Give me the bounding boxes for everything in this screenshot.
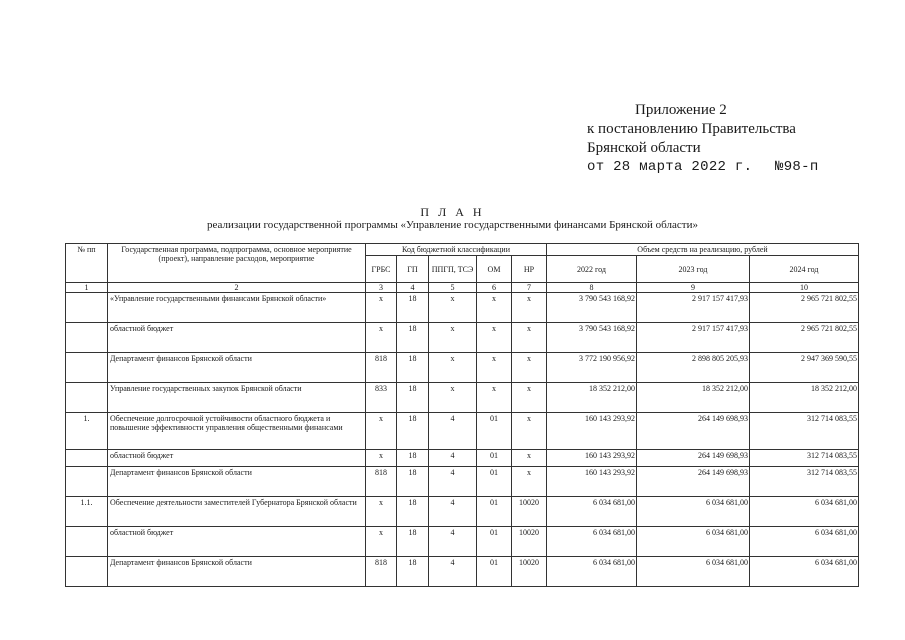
column-number: 10 — [750, 283, 859, 293]
cell-ppgp: 4 — [429, 557, 477, 587]
column-number: 7 — [512, 283, 547, 293]
header-volume-group: Объем средств на реализацию, рублей — [547, 244, 859, 256]
cell-num: 1.1. — [66, 497, 108, 527]
cell-name: Департамент финансов Брянской области — [108, 557, 366, 587]
cell-grbs: х — [366, 323, 397, 353]
cell-2023: 2 917 157 417,93 — [637, 323, 750, 353]
cell-gp: 18 — [397, 293, 429, 323]
cell-grbs: 818 — [366, 467, 397, 497]
cell-gp: 18 — [397, 413, 429, 450]
cell-gp: 18 — [397, 450, 429, 467]
cell-2023: 2 917 157 417,93 — [637, 293, 750, 323]
cell-2022: 160 143 293,92 — [547, 413, 637, 450]
cell-grbs: 818 — [366, 353, 397, 383]
cell-gp: 18 — [397, 497, 429, 527]
cell-num — [66, 353, 108, 383]
cell-2024: 6 034 681,00 — [750, 497, 859, 527]
header-num: № пп — [66, 244, 108, 283]
header-code-group: Код бюджетной классификации — [366, 244, 547, 256]
table-row — [66, 467, 859, 497]
cell-num — [66, 467, 108, 497]
cell-gp: 18 — [397, 527, 429, 557]
cell-2024: 2 965 721 802,55 — [750, 293, 859, 323]
table-row — [66, 557, 859, 587]
cell-name: областной бюджет — [108, 450, 366, 467]
cell-nr: 10020 — [512, 557, 547, 587]
appendix-date: от 28 марта 2022 г. — [587, 159, 753, 175]
cell-om: х — [477, 353, 512, 383]
cell-2022: 160 143 293,92 — [547, 467, 637, 497]
cell-nr: х — [512, 323, 547, 353]
header-gp: ГП — [397, 256, 429, 283]
cell-2023: 264 149 698,93 — [637, 450, 750, 467]
cell-2023: 2 898 805 205,93 — [637, 353, 750, 383]
cell-name: Департамент финансов Брянской области — [108, 467, 366, 497]
cell-grbs: х — [366, 450, 397, 467]
cell-2022: 3 790 543 168,92 — [547, 293, 637, 323]
cell-grbs: 818 — [366, 557, 397, 587]
cell-om: 01 — [477, 413, 512, 450]
header-2024: 2024 год — [750, 256, 859, 283]
cell-name: Департамент финансов Брянской области — [108, 353, 366, 383]
cell-2023: 18 352 212,00 — [637, 383, 750, 413]
cell-grbs: х — [366, 497, 397, 527]
cell-gp: 18 — [397, 323, 429, 353]
cell-2022: 18 352 212,00 — [547, 383, 637, 413]
table-row — [66, 383, 859, 413]
cell-2024: 312 714 083,55 — [750, 450, 859, 467]
cell-num — [66, 450, 108, 467]
cell-num — [66, 383, 108, 413]
cell-2024: 6 034 681,00 — [750, 557, 859, 587]
header-grbs: ГРБС — [366, 256, 397, 283]
header-om: ОМ — [477, 256, 512, 283]
cell-grbs: х — [366, 413, 397, 450]
header-ppgp: ППГП, ТСЭ — [429, 256, 477, 283]
cell-2024: 18 352 212,00 — [750, 383, 859, 413]
cell-ppgp: х — [429, 383, 477, 413]
table-row — [66, 323, 859, 353]
cell-nr: х — [512, 293, 547, 323]
cell-2023: 6 034 681,00 — [637, 557, 750, 587]
appendix-date-line — [587, 158, 819, 177]
appendix-resolution: к постановлению Правительства — [587, 121, 796, 137]
cell-name: «Управление государственными финансами Брянской области» — [108, 293, 366, 323]
cell-2022: 3 772 190 956,92 — [547, 353, 637, 383]
cell-ppgp: х — [429, 323, 477, 353]
appendix-title: Приложение 2 — [635, 102, 727, 118]
cell-om: 01 — [477, 450, 512, 467]
cell-om: 01 — [477, 497, 512, 527]
appendix-number: №98-п — [775, 159, 819, 175]
cell-nr: х — [512, 353, 547, 383]
cell-ppgp: 4 — [429, 413, 477, 450]
cell-ppgp: 4 — [429, 467, 477, 497]
column-number: 1 — [66, 283, 108, 293]
cell-name: Обеспечение долгосрочной устойчивости областного бюджета и повышение эффективности управления общественными финансами — [108, 413, 366, 450]
cell-om: 01 — [477, 557, 512, 587]
cell-name: областной бюджет — [108, 323, 366, 353]
plan-table — [65, 243, 859, 587]
cell-grbs: х — [366, 293, 397, 323]
header-2022: 2022 год — [547, 256, 637, 283]
plan-subtitle: реализации государственной программы «Управление государственными финансами Брянской области» — [207, 219, 698, 231]
cell-2024: 6 034 681,00 — [750, 527, 859, 557]
column-number: 4 — [397, 283, 429, 293]
cell-2023: 264 149 698,93 — [637, 413, 750, 450]
column-number: 5 — [429, 283, 477, 293]
cell-om: 01 — [477, 467, 512, 497]
cell-gp: 18 — [397, 557, 429, 587]
cell-num: 1. — [66, 413, 108, 450]
cell-2024: 312 714 083,55 — [750, 467, 859, 497]
cell-nr: х — [512, 413, 547, 450]
appendix-region: Брянской области — [587, 140, 701, 156]
cell-nr: х — [512, 383, 547, 413]
plan-title: П Л А Н — [420, 205, 485, 219]
table-row — [66, 527, 859, 557]
cell-2023: 264 149 698,93 — [637, 467, 750, 497]
cell-gp: 18 — [397, 383, 429, 413]
cell-name: Управление государственных закупок Брянской области — [108, 383, 366, 413]
cell-grbs: х — [366, 527, 397, 557]
column-number: 2 — [108, 283, 366, 293]
cell-om: 01 — [477, 527, 512, 557]
cell-2022: 6 034 681,00 — [547, 527, 637, 557]
table-row — [66, 450, 859, 467]
table-row — [66, 497, 859, 527]
cell-om: х — [477, 293, 512, 323]
cell-2022: 160 143 293,92 — [547, 450, 637, 467]
cell-nr: 10020 — [512, 497, 547, 527]
table-row — [66, 353, 859, 383]
cell-2022: 6 034 681,00 — [547, 557, 637, 587]
cell-ppgp: х — [429, 293, 477, 323]
cell-2022: 6 034 681,00 — [547, 497, 637, 527]
column-number: 6 — [477, 283, 512, 293]
appendix-block — [587, 101, 819, 177]
cell-2024: 2 965 721 802,55 — [750, 323, 859, 353]
cell-2023: 6 034 681,00 — [637, 527, 750, 557]
cell-gp: 18 — [397, 353, 429, 383]
cell-num — [66, 323, 108, 353]
cell-ppgp: 4 — [429, 497, 477, 527]
cell-ppgp: х — [429, 353, 477, 383]
cell-2022: 3 790 543 168,92 — [547, 323, 637, 353]
column-number-row — [66, 283, 859, 293]
cell-num — [66, 527, 108, 557]
column-number: 9 — [637, 283, 750, 293]
cell-nr: х — [512, 450, 547, 467]
cell-gp: 18 — [397, 467, 429, 497]
cell-nr: 10020 — [512, 527, 547, 557]
cell-name: Обеспечение деятельности заместителей Губернатора Брянской области — [108, 497, 366, 527]
cell-om: х — [477, 383, 512, 413]
cell-num — [66, 557, 108, 587]
column-number: 3 — [366, 283, 397, 293]
header-nr: НР — [512, 256, 547, 283]
cell-name: областной бюджет — [108, 527, 366, 557]
header-row-1 — [66, 244, 859, 256]
cell-ppgp: 4 — [429, 450, 477, 467]
cell-om: х — [477, 323, 512, 353]
table-row — [66, 293, 859, 323]
cell-nr: х — [512, 467, 547, 497]
cell-grbs: 833 — [366, 383, 397, 413]
header-name: Государственная программа, подпрограмма, основное мероприятие (проект), направление расходов, мероприятие — [108, 244, 366, 283]
cell-ppgp: 4 — [429, 527, 477, 557]
cell-2023: 6 034 681,00 — [637, 497, 750, 527]
table-row — [66, 413, 859, 450]
header-2023: 2023 год — [637, 256, 750, 283]
cell-2024: 312 714 083,55 — [750, 413, 859, 450]
cell-num — [66, 293, 108, 323]
column-number: 8 — [547, 283, 637, 293]
cell-2024: 2 947 369 590,55 — [750, 353, 859, 383]
